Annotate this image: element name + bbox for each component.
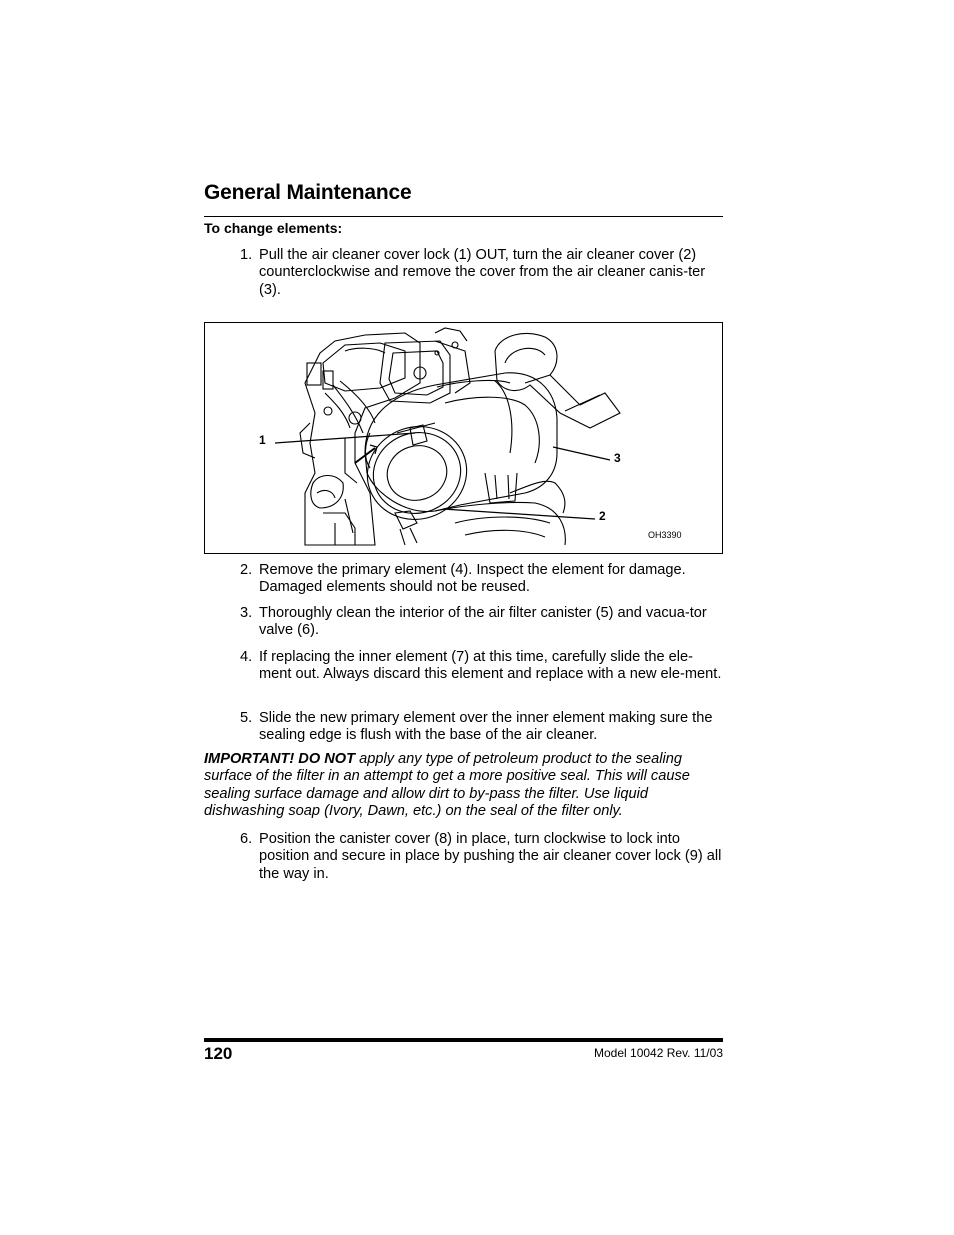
step-text: If replacing the inner element (7) at this time, carefully slide the ele-ment out. Always discard this element and replace with a new ele-ment.: [259, 649, 722, 683]
engine-drawing: [205, 323, 722, 553]
step-1: [240, 247, 723, 299]
step-text: Slide the new primary element over the inner element making sure the sealing edge is flush with the base of the air cleaner.: [259, 710, 713, 744]
section-title: General Maintenance: [204, 181, 412, 204]
step-text: Position the canister cover (8) in place, turn clockwise to lock into position and secure in place by pushing the air cleaner cover lock (9) all the way in.: [259, 831, 722, 882]
step-text: Thoroughly clean the interior of the air filter canister (5) and vacua-tor valve (6).: [259, 605, 707, 639]
step-5: [240, 710, 723, 745]
callout-2: 2: [599, 509, 606, 523]
step-text: Remove the primary element (4). Inspect the element for damage. Damaged elements should not be reused.: [259, 562, 686, 596]
page-number: 120: [204, 1044, 233, 1063]
callout-1: 1: [259, 433, 266, 447]
step-number: 3.: [240, 605, 253, 621]
callout-3: 3: [614, 451, 621, 465]
model-revision: Model 10042 Rev. 11/03: [594, 1046, 723, 1060]
step-number: 4.: [240, 649, 253, 665]
subheading: To change elements:: [204, 220, 343, 236]
step-3: [240, 605, 723, 640]
step-4: [240, 649, 723, 684]
leader-line-3: [553, 447, 610, 460]
step-number: 2.: [240, 562, 253, 578]
figure-code: OH3390: [648, 530, 682, 540]
step-number: 6.: [240, 831, 253, 847]
step-2: [240, 562, 723, 597]
step-6: [240, 831, 723, 883]
air-cleaner-illustration: [204, 322, 723, 554]
step-text: Pull the air cleaner cover lock (1) OUT, turn the air cleaner cover (2) counterclockwise and remove the cover from the air cleaner canis-ter (3).: [259, 247, 706, 298]
step-number: 1.: [240, 247, 253, 263]
important-lead: IMPORTANT! DO NOT: [204, 751, 356, 767]
footer-divider: [204, 1038, 723, 1042]
step-number: 5.: [240, 710, 253, 726]
important-notice: [204, 751, 723, 820]
title-divider: [204, 216, 723, 217]
important-text: apply any type of petroleum product to the sealing surface of the filter in an attempt to get a more positive seal. This will cause sealing surface damage and allow dirt to by-pass the filter. Use liquid dishwashing soap (Ivory, Dawn, etc.) on the seal of the filter only.: [204, 751, 690, 819]
